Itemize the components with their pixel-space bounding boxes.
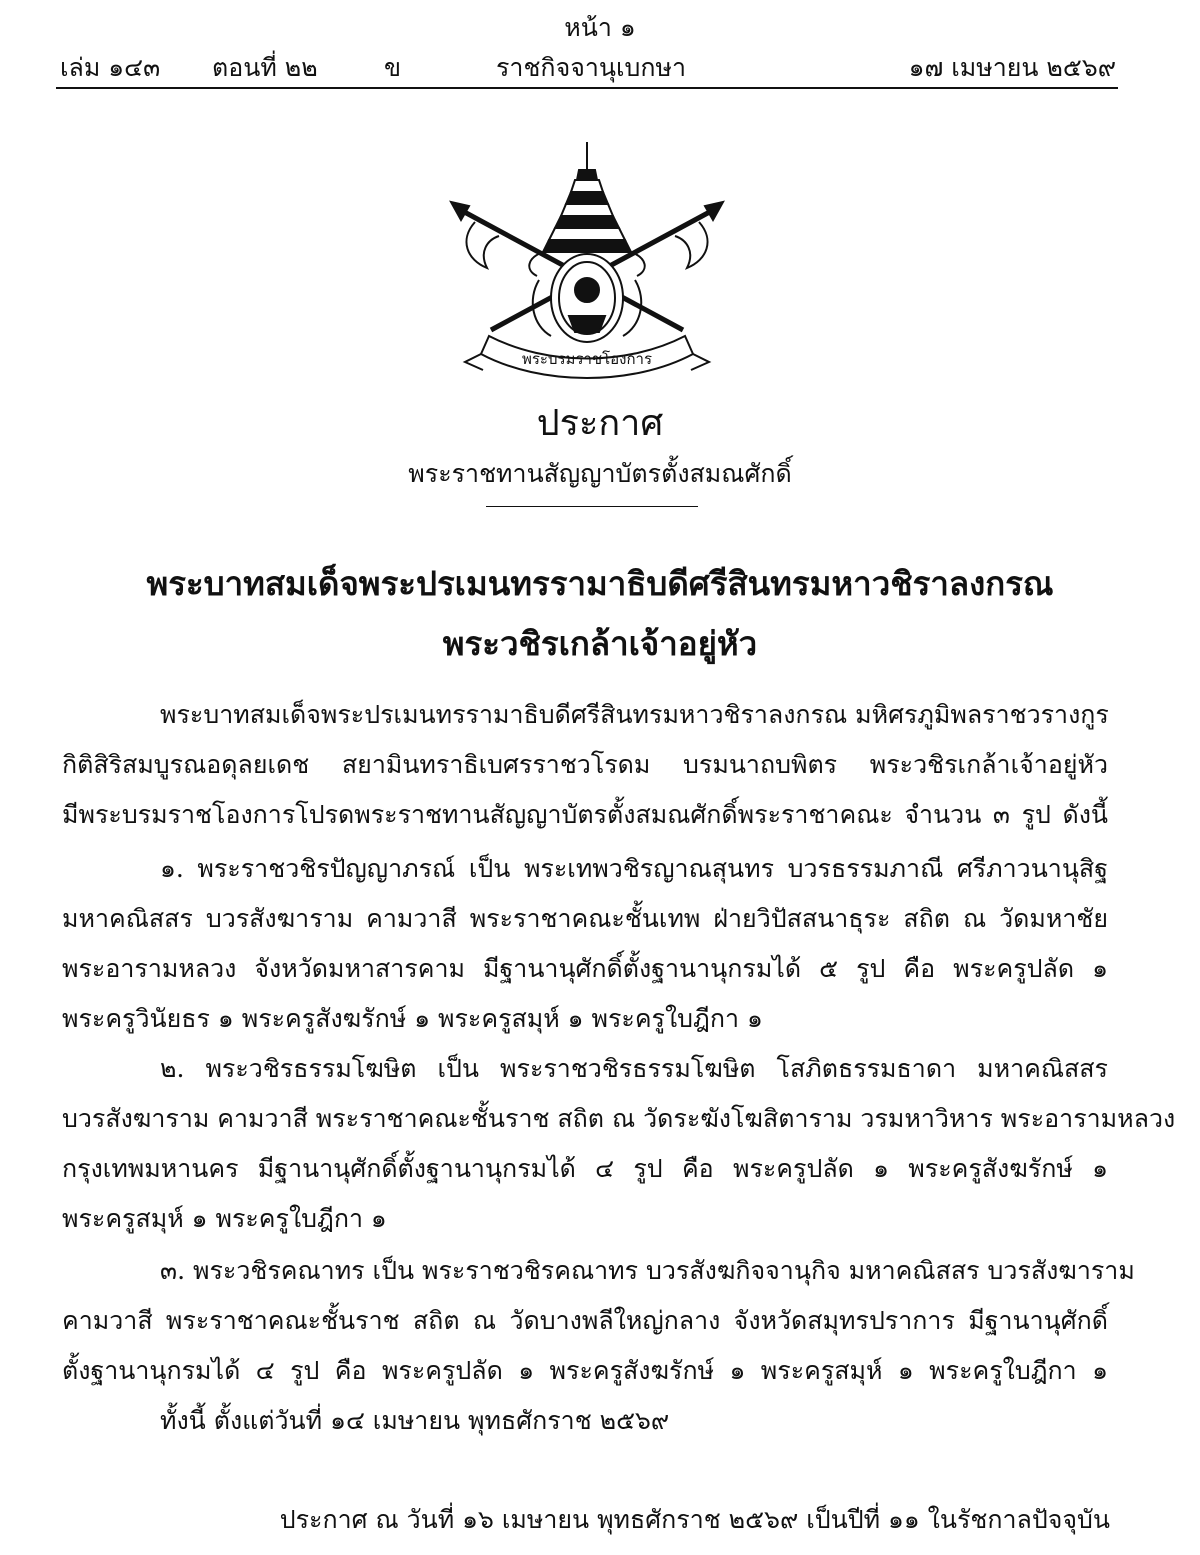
body-line: ๒. พระวชิรธรรมโฆษิต เป็น พระราชวชิรธรรมโฆษิต โสภิตธรรมธาดา มหาคณิสสร bbox=[160, 1054, 1108, 1083]
body-line: กรุงเทพมหานคร มีฐานานุศักดิ์ตั้งฐานานุกรมได้ ๔ รูป คือ พระครูปลัด ๑ พระครูสังฆรักษ์ ๑ bbox=[62, 1154, 1108, 1183]
emblem-inscription: พระบรมราชโองการ bbox=[521, 350, 653, 368]
closing-line: ประกาศ ณ วันที่ ๑๖ เมษายน พุทธศักราช ๒๕๖๙ เป็นปีที่ ๑๑ ในรัชกาลปัจจุบัน bbox=[279, 1505, 1110, 1534]
royal-emblem-icon bbox=[447, 140, 727, 390]
page-number: หน้า ๑ bbox=[564, 13, 636, 42]
body-line: มหาคณิสสร บวรสังฆาราม คามวาสี พระราชาคณะชั้นเทพ ฝ่ายวิปัสสนาธุระ สถิต ณ วัดมหาชัย bbox=[62, 904, 1108, 933]
announcement-title: ประกาศ bbox=[536, 403, 664, 444]
effective-date-line: ทั้งนี้ ตั้งแต่วันที่ ๑๔ เมษายน พุทธศักราช ๒๕๖๙ bbox=[160, 1406, 670, 1435]
king-title-line2: พระวชิรเกล้าเจ้าอยู่หัว bbox=[442, 624, 758, 663]
body-line: พระบาทสมเด็จพระปรเมนทรรามาธิบดีศรีสินทรมหาวชิราลงกรณ มหิศรภูมิพลราชวรางกูร bbox=[160, 700, 1109, 729]
body-line: กิติสิริสมบูรณอดุลยเดช สยามินทราธิเบศรราชวโรดม บรมนาถบพิตร พระวชิรเกล้าเจ้าอยู่หัว bbox=[62, 750, 1108, 779]
publication-date: ๑๗ เมษายน ๒๕๖๙ bbox=[908, 53, 1116, 82]
section-letter: ข bbox=[384, 53, 402, 82]
body-line: ตั้งฐานานุกรมได้ ๔ รูป คือ พระครูปลัด ๑ พระครูสังฆรักษ์ ๑ พระครูสมุห์ ๑ พระครูใบฎีกา ๑ bbox=[62, 1356, 1108, 1385]
body-line: ๓. พระวชิรคณาทร เป็น พระราชวชิรคณาทร บวรสังฆกิจจานุกิจ มหาคณิสสร บวรสังฆาราม bbox=[160, 1256, 1135, 1285]
body-line: พระอารามหลวง จังหวัดมหาสารคาม มีฐานานุศักดิ์ตั้งฐานานุกรมได้ ๕ รูป คือ พระครูปลัด ๑ bbox=[62, 954, 1108, 983]
header-divider bbox=[56, 87, 1118, 89]
body-line: พระครูสมุห์ ๑ พระครูใบฎีกา ๑ bbox=[62, 1204, 387, 1233]
body-line: คามวาสี พระราชาคณะชั้นราช สถิต ณ วัดบางพลีใหญ่กลาง จังหวัดสมุทรปราการ มีฐานานุศักดิ์ bbox=[62, 1306, 1108, 1335]
gazette-name: ราชกิจจานุเบกษา bbox=[496, 53, 687, 82]
volume-number: เล่ม ๑๔๓ bbox=[60, 53, 161, 82]
body-line: พระครูวินัยธร ๑ พระครูสังฆรักษ์ ๑ พระครูสมุห์ ๑ พระครูใบฎีกา ๑ bbox=[62, 1004, 763, 1033]
king-title-line1: พระบาทสมเด็จพระปรเมนทรรามาธิบดีศรีสินทรมหาวชิราลงกรณ bbox=[146, 564, 1054, 603]
body-line: มีพระบรมราชโองการโปรดพระราชทานสัญญาบัตรตั้งสมณศักดิ์พระราชาคณะ จำนวน ๓ รูป ดังนี้ bbox=[62, 800, 1108, 829]
body-line: ๑. พระราชวชิรปัญญาภรณ์ เป็น พระเทพวชิรญาณสุนทร บวรธรรมภาณี ศรีภาวนานุสิฐ bbox=[160, 854, 1108, 883]
issue-number: ตอนที่ ๒๒ bbox=[212, 53, 318, 82]
announcement-subtitle: พระราชทานสัญญาบัตรตั้งสมณศักดิ์ bbox=[408, 459, 792, 488]
title-divider bbox=[486, 506, 698, 507]
body-line: บวรสังฆาราม คามวาสี พระราชาคณะชั้นราช สถิต ณ วัดระฆังโฆสิตาราม วรมหาวิหาร พระอารามหลวง bbox=[62, 1104, 1176, 1133]
